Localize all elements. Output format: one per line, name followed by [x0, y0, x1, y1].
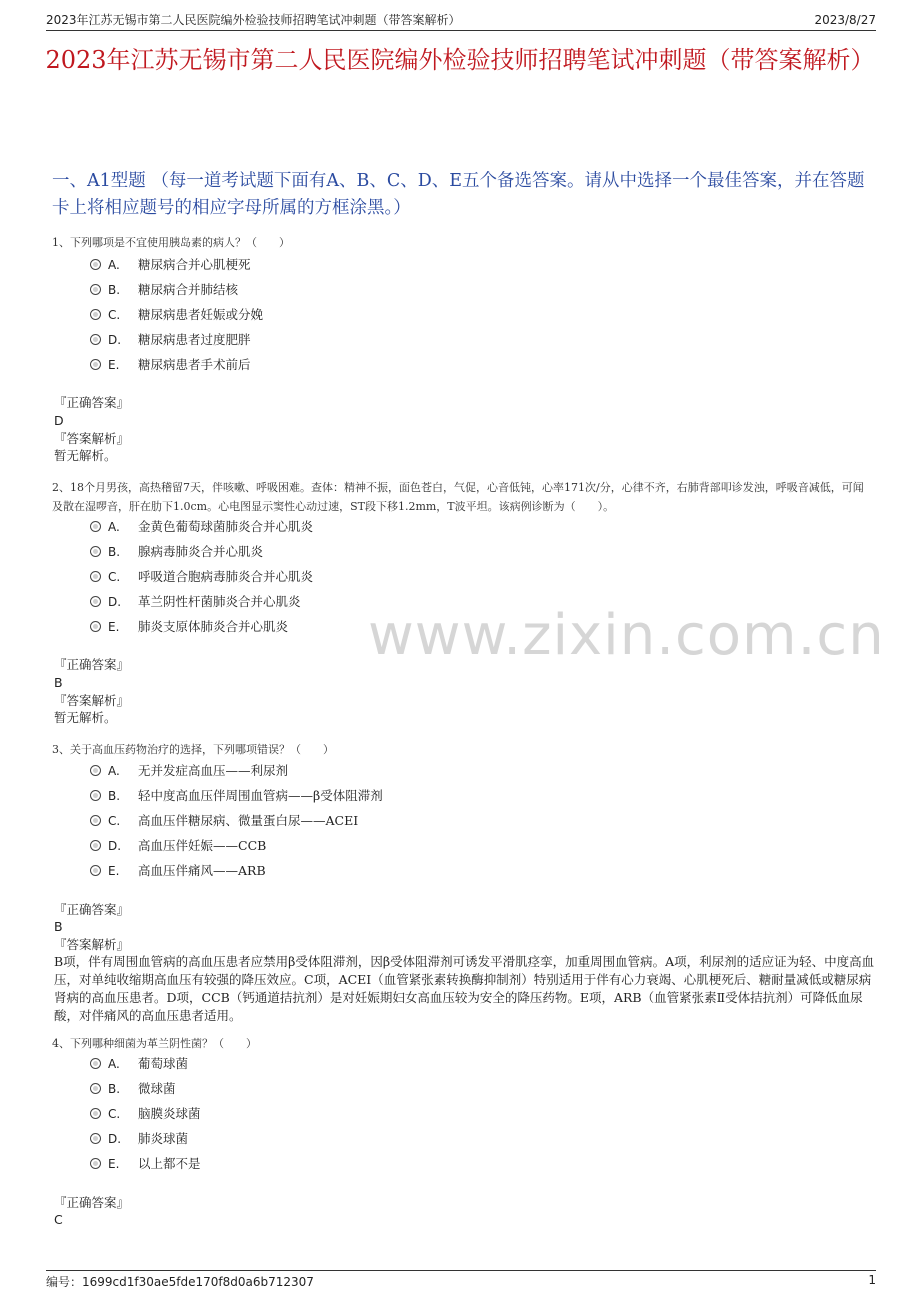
- radio-icon[interactable]: [90, 334, 101, 345]
- option-item[interactable]: [90, 542, 263, 562]
- correct-answer: B: [54, 675, 63, 690]
- option-letter: C.: [108, 308, 121, 322]
- option-letter: E.: [108, 1157, 120, 1171]
- analysis-label: 『答案解析』: [54, 431, 130, 446]
- question-stem: 1、下列哪项是不宜使用胰岛素的病人？（ ）: [52, 236, 290, 249]
- option-text: 糖尿病患者妊娠或分娩: [138, 307, 264, 322]
- option-item[interactable]: [90, 280, 238, 300]
- option-text: 高血压伴痛风——ARB: [138, 863, 266, 878]
- header-doc-title: 2023年江苏无锡市第二人民医院编外检验技师招聘笔试冲刺题（带答案解析）: [46, 13, 461, 27]
- analysis-text: B项，伴有周围血管病的高血压患者应禁用β受体阻滞剂，因β受体阻滞剂可诱发平滑肌痉挛，加重周围血管病。A项，利尿剂的适应证为轻、中度高血压，对单纯收缩期高血压有较强的降压效应。C项，ACEI（血管紧张素转换酶抑制剂）特别适用于伴有心力衰竭、心肌梗死后、糖耐量减低或糖尿病肾病的高血压患者。D项，CCB（钙通道拮抗剂）是对妊娠期妇女高血压较为安全的降压药物。E项，ARB（血管紧张素Ⅱ受体拮抗剂）可降低血尿酸，对伴痛风的高血压患者适用。: [54, 954, 875, 1023]
- correct-answer: B: [54, 919, 63, 934]
- option-text: 高血压伴糖尿病、微量蛋白尿——ACEI: [138, 813, 359, 828]
- option-item[interactable]: [90, 330, 251, 350]
- option-item[interactable]: [90, 836, 266, 856]
- option-item[interactable]: [90, 1079, 176, 1099]
- radio-icon[interactable]: [90, 765, 101, 776]
- radio-icon[interactable]: [90, 546, 101, 557]
- radio-icon[interactable]: [90, 1158, 101, 1169]
- option-item[interactable]: [90, 567, 313, 587]
- radio-icon[interactable]: [90, 284, 101, 295]
- radio-icon[interactable]: [90, 790, 101, 801]
- document-id: 编号：1699cd1f30ae5fde170f8d0a6b712307: [46, 1275, 314, 1289]
- option-text: 革兰阴性杆菌肺炎合并心肌炎: [138, 594, 301, 609]
- radio-icon[interactable]: [90, 309, 101, 320]
- option-text: 肺炎支原体肺炎合并心肌炎: [138, 619, 289, 634]
- option-item[interactable]: [90, 1154, 201, 1174]
- radio-icon[interactable]: [90, 1133, 101, 1144]
- option-item[interactable]: [90, 811, 358, 831]
- option-letter: C.: [108, 1107, 121, 1121]
- option-letter: B.: [108, 545, 121, 559]
- header-date: 2023/8/27: [814, 13, 876, 27]
- analysis-label: 『答案解析』: [54, 937, 130, 952]
- option-item[interactable]: [90, 1054, 188, 1074]
- option-text: 以上都不是: [138, 1156, 201, 1171]
- radio-icon[interactable]: [90, 621, 101, 632]
- option-text: 糖尿病患者过度肥胖: [138, 332, 251, 347]
- answer-label: 『正确答案』: [54, 657, 130, 672]
- option-letter: D.: [108, 595, 122, 609]
- analysis-label: 『答案解析』: [54, 693, 130, 708]
- option-letter: E.: [108, 358, 120, 372]
- option-item[interactable]: [90, 305, 263, 325]
- option-text: 高血压伴妊娠——CCB: [138, 838, 267, 853]
- option-item[interactable]: [90, 861, 266, 881]
- option-letter: C.: [108, 570, 121, 584]
- question-stem: 3、关于高血压药物治疗的选择，下列哪项错误？（ ）: [52, 743, 334, 756]
- option-letter: B.: [108, 283, 121, 297]
- radio-icon[interactable]: [90, 259, 101, 270]
- option-item[interactable]: [90, 255, 251, 275]
- option-text: 糖尿病患者手术前后: [138, 357, 251, 372]
- option-letter: A.: [108, 1057, 120, 1071]
- radio-icon[interactable]: [90, 1108, 101, 1119]
- radio-icon[interactable]: [90, 521, 101, 532]
- option-letter: A.: [108, 258, 120, 272]
- option-text: 腺病毒肺炎合并心肌炎: [138, 544, 264, 559]
- option-text: 糖尿病合并肺结核: [138, 282, 239, 297]
- option-letter: D.: [108, 839, 122, 853]
- option-text: 葡萄球菌: [138, 1056, 189, 1071]
- answer-label: 『正确答案』: [54, 1195, 130, 1210]
- radio-icon[interactable]: [90, 1083, 101, 1094]
- correct-answer: D: [54, 413, 64, 428]
- page-number: 1: [868, 1273, 876, 1287]
- option-letter: B.: [108, 1082, 121, 1096]
- option-text: 呼吸道合胞病毒肺炎合并心肌炎: [138, 569, 314, 584]
- option-letter: C.: [108, 814, 121, 828]
- radio-icon[interactable]: [90, 359, 101, 370]
- option-text: 肺炎球菌: [138, 1131, 189, 1146]
- answer-label: 『正确答案』: [54, 902, 130, 917]
- question-stem: 4、下列哪种细菌为革兰阴性菌？（ ）: [52, 1037, 257, 1050]
- option-letter: D.: [108, 333, 122, 347]
- radio-icon[interactable]: [90, 1058, 101, 1069]
- option-item[interactable]: [90, 592, 301, 612]
- section-heading: 一、A1型题 （每一道考试题下面有A、B、C、D、E五个备选答案。请从中选择一个最佳答案，并在答题卡上将相应题号的相应字母所属的方框涂黑。）: [52, 171, 865, 218]
- option-item[interactable]: [90, 517, 313, 537]
- watermark: www.zixin.com.cn: [368, 603, 885, 668]
- option-text: 脑膜炎球菌: [138, 1106, 201, 1121]
- option-text: 糖尿病合并心肌梗死: [138, 257, 251, 272]
- option-text: 无并发症高血压——利尿剂: [138, 763, 289, 778]
- analysis-text: 暂无解析。: [54, 448, 117, 463]
- radio-icon[interactable]: [90, 571, 101, 582]
- option-letter: E.: [108, 864, 120, 878]
- analysis-text: 暂无解析。: [54, 710, 117, 725]
- option-letter: E.: [108, 620, 120, 634]
- radio-icon[interactable]: [90, 865, 101, 876]
- correct-answer: C: [54, 1212, 63, 1227]
- option-text: 金黄色葡萄球菌肺炎合并心肌炎: [138, 519, 314, 534]
- radio-icon[interactable]: [90, 596, 101, 607]
- answer-label: 『正确答案』: [54, 395, 130, 410]
- option-item[interactable]: [90, 355, 251, 375]
- option-item[interactable]: [90, 786, 383, 806]
- option-letter: D.: [108, 1132, 122, 1146]
- option-letter: A.: [108, 520, 120, 534]
- option-item[interactable]: [90, 1129, 188, 1149]
- page-header: [46, 12, 876, 31]
- option-item[interactable]: [90, 761, 288, 781]
- option-item[interactable]: [90, 617, 288, 637]
- radio-icon[interactable]: [90, 815, 101, 826]
- option-item[interactable]: [90, 1104, 201, 1124]
- option-text: 微球菌: [138, 1081, 176, 1096]
- page-footer: [46, 1270, 876, 1291]
- option-letter: B.: [108, 789, 121, 803]
- radio-icon[interactable]: [90, 840, 101, 851]
- option-text: 轻中度高血压伴周围血管病——β受体阻滞剂: [138, 788, 383, 803]
- question-stem: 2、18个月男孩，高热稽留7天，伴咳嗽、呼吸困难。查体：精神不振，面色苍白，气促，心音低钝，心率171次/分，心律不齐，右肺背部叩诊发浊，呼吸音减低，可闻及散在湿啰音，肝在肋下1.0cm。心电图显示窦性心动过速，ST段下移1.2mm，T波平坦。该病例诊断为（ ）。: [52, 481, 864, 513]
- document-title: 2023年江苏无锡市第二人民医院编外检验技师招聘笔试冲刺题（带答案解析）: [45, 46, 875, 74]
- option-letter: A.: [108, 764, 120, 778]
